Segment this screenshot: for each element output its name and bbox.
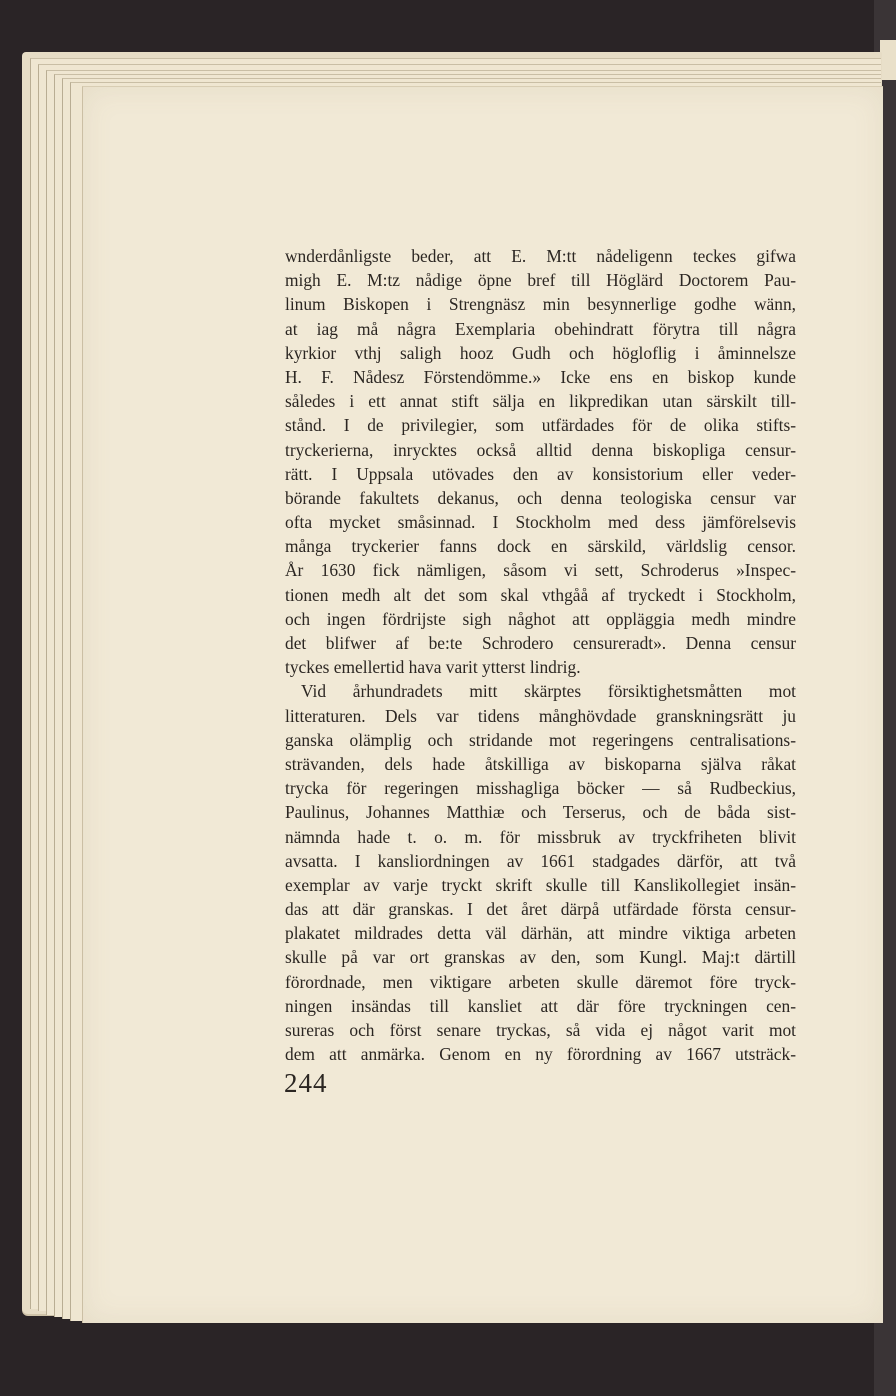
body-text — [285, 244, 796, 1066]
text-line: således i ett annat stift sälja en likpredikan utan särskilt till- — [285, 391, 796, 412]
text-line: nämnda hade t. o. m. för missbruk av tryckfriheten blivit — [285, 826, 796, 847]
text-line: kyrkior vthj saligh hooz Gudh och högloflig i åminnelsze — [285, 342, 796, 363]
text-line: ganska olämplig och stridande mot regeringens centralisations- — [285, 729, 796, 750]
text-line: stånd. I de privilegier, som utfärdades för de olika stifts- — [285, 415, 796, 436]
text-line: wnderdånligste beder, att E. M:tt nådeligenn teckes gifwa — [285, 246, 796, 266]
text-line: migh E. M:tz nådige öpne bref till Höglärd Doctorem Pau- — [285, 270, 796, 291]
text-line: ningen insändas till kansliet att där före tryckningen cen- — [285, 995, 796, 1016]
text-line: das att där granskas. I det året därpå utfärdade första censur- — [285, 899, 796, 920]
text-line: det blifwer af be:te Schrodero censureradt». Denna censur — [285, 633, 796, 653]
text-line: at iag må några Exemplaria obehindratt förytra till några — [285, 318, 796, 339]
text-line: Vid århundradets mitt skärptes försiktighetsmåtten mot — [301, 681, 796, 702]
text-line: plakatet mildrades detta väl därhän, att mindre viktiga arbeten — [285, 923, 796, 944]
text-line: dem att anmärka. Genom en ny förordning av 1667 utsträck- — [285, 1044, 796, 1065]
text-line: och ingen fördrijste sigh någhot att oppläggia medh mindre — [285, 608, 796, 629]
text-line: skulle på var ort granskas av den, som Kungl. Maj:t därtill — [285, 947, 796, 968]
text-line: strävanden, dels hade åtskilliga av biskoparna själva råkat — [285, 753, 796, 774]
text-line: tionen medh alt det som skal vthgåå af tryckedt i Stockholm, — [285, 584, 796, 605]
facing-page-edge — [880, 40, 896, 80]
text-line: avsatta. I kansliordningen av 1661 stadgades därför, att två — [285, 850, 796, 871]
text-line: tyckes emellertid hava varit ytterst lindrig. — [285, 657, 581, 678]
page-number: 244 — [284, 1068, 328, 1098]
text-line: många tryckerier fanns dock en särskild, världslig censor. — [285, 536, 796, 557]
text-line: förordnade, men viktigare arbeten skulle däremot före tryck- — [285, 971, 796, 992]
text-line: År 1630 fick nämligen, såsom vi sett, Schroderus »Inspec- — [285, 560, 796, 581]
text-line: tryckerierna, inrycktes också alltid denna biskopliga censur- — [285, 439, 796, 460]
text-line: trycka för regeringen misshagliga böcker — så Rudbeckius, — [285, 778, 796, 799]
text-line: börande fakultets dekanus, och denna teologiska censur var — [285, 487, 796, 508]
text-line: H. F. Nådesz Förstendömme.» Icke ens en biskop kunde — [285, 366, 796, 387]
text-line: ofta mycket småsinnad. I Stockholm med dess jämförelsevis — [285, 512, 796, 533]
text-line: rätt. I Uppsala utövades den av konsistorium eller veder- — [285, 463, 796, 484]
text-line: exemplar av varje tryckt skrift skulle till Kanslikollegiet insän- — [285, 874, 796, 895]
text-line: Paulinus, Johannes Matthiæ och Terserus, och de båda sist- — [285, 802, 796, 823]
text-line: sureras och först senare tryckas, så vida ej något varit mot — [285, 1020, 796, 1040]
text-line: litteraturen. Dels var tidens månghövdade granskningsrätt ju — [285, 705, 796, 726]
text-line: linum Biskopen i Strengnäsz min besynnerlige godhe wänn, — [285, 294, 796, 315]
